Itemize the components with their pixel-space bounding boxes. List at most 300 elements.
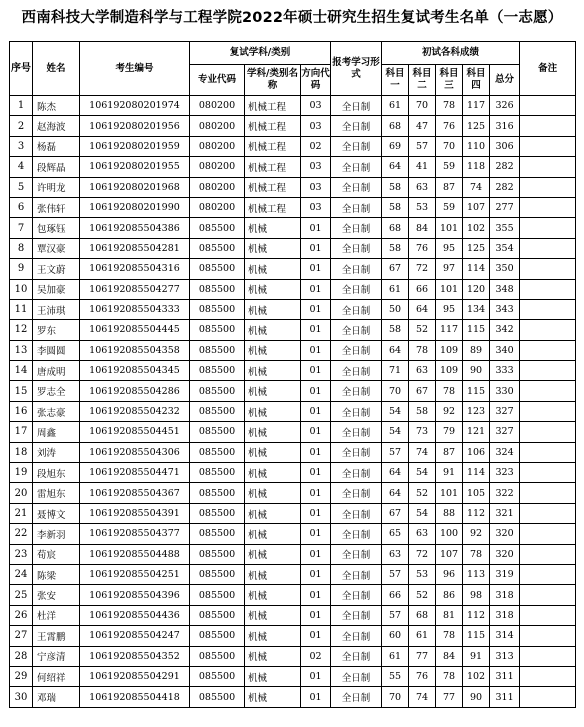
candidate-name: 刘涛	[33, 442, 80, 462]
score-3: 59	[436, 157, 463, 177]
major-code: 085500	[190, 503, 245, 523]
study-mode: 全日制	[331, 585, 382, 605]
major-code: 085500	[190, 442, 245, 462]
score-4: 91	[463, 646, 490, 666]
exam-id: 106192080201974	[80, 96, 190, 116]
score-2: 72	[409, 259, 436, 279]
table-row	[10, 564, 576, 584]
study-mode: 全日制	[331, 238, 382, 258]
table-row	[10, 218, 576, 238]
row-index: 21	[10, 503, 33, 523]
exam-id: 106192085504488	[80, 544, 190, 564]
score-3: 109	[436, 340, 463, 360]
candidate-name: 吴加豪	[33, 279, 80, 299]
score-2: 52	[409, 585, 436, 605]
row-index: 30	[10, 687, 33, 707]
direction-code: 01	[301, 340, 331, 360]
exam-id: 106192085504451	[80, 422, 190, 442]
exam-id: 106192085504377	[80, 524, 190, 544]
score-2: 53	[409, 564, 436, 584]
row-index: 17	[10, 422, 33, 442]
score-3: 117	[436, 320, 463, 340]
remark	[520, 279, 576, 299]
major-code: 085500	[190, 483, 245, 503]
exam-id: 106192080201959	[80, 136, 190, 156]
score-4: 110	[463, 136, 490, 156]
score-3: 107	[436, 544, 463, 564]
table-row	[10, 361, 576, 381]
row-index: 19	[10, 463, 33, 483]
score-1: 58	[382, 238, 409, 258]
table-row	[10, 463, 576, 483]
candidate-name: 杜洋	[33, 605, 80, 625]
total-score: 330	[490, 381, 520, 401]
score-2: 58	[409, 401, 436, 421]
header-direction-code: 方向代码	[301, 65, 331, 96]
exam-id: 106192080201956	[80, 116, 190, 136]
total-score: 324	[490, 442, 520, 462]
total-score: 343	[490, 299, 520, 319]
score-3: 70	[436, 136, 463, 156]
header-study-mode: 报考学习形式	[331, 42, 382, 96]
score-2: 63	[409, 177, 436, 197]
score-4: 112	[463, 503, 490, 523]
header-major-code: 专业代码	[190, 65, 245, 96]
subject-name: 机械	[245, 218, 301, 238]
direction-code: 01	[301, 361, 331, 381]
remark	[520, 503, 576, 523]
score-1: 69	[382, 136, 409, 156]
score-2: 66	[409, 279, 436, 299]
direction-code: 01	[301, 483, 331, 503]
table-row	[10, 442, 576, 462]
study-mode: 全日制	[331, 259, 382, 279]
major-code: 085500	[190, 361, 245, 381]
score-3: 78	[436, 666, 463, 686]
table-row	[10, 422, 576, 442]
direction-code: 03	[301, 197, 331, 217]
candidate-name: 罗志全	[33, 381, 80, 401]
remark	[520, 422, 576, 442]
score-4: 90	[463, 361, 490, 381]
score-1: 57	[382, 442, 409, 462]
study-mode: 全日制	[331, 524, 382, 544]
study-mode: 全日制	[331, 442, 382, 462]
major-code: 085500	[190, 381, 245, 401]
major-code: 085500	[190, 320, 245, 340]
row-index: 26	[10, 605, 33, 625]
score-3: 95	[436, 299, 463, 319]
candidate-name: 王霄鹏	[33, 626, 80, 646]
table-row	[10, 401, 576, 421]
major-code: 085500	[190, 279, 245, 299]
row-index: 23	[10, 544, 33, 564]
total-score: 326	[490, 96, 520, 116]
remark	[520, 320, 576, 340]
direction-code: 01	[301, 463, 331, 483]
remark	[520, 238, 576, 258]
exam-id: 106192080201968	[80, 177, 190, 197]
subject-name: 机械	[245, 361, 301, 381]
candidate-name: 赵海波	[33, 116, 80, 136]
total-score: 282	[490, 177, 520, 197]
score-1: 70	[382, 687, 409, 707]
total-score: 313	[490, 646, 520, 666]
header-index: 序号	[10, 42, 33, 96]
remark	[520, 197, 576, 217]
exam-id: 106192085504367	[80, 483, 190, 503]
header-subject-4: 科目四	[463, 65, 490, 96]
total-score: 311	[490, 687, 520, 707]
subject-name: 机械	[245, 279, 301, 299]
total-score: 323	[490, 463, 520, 483]
exam-id: 106192085504281	[80, 238, 190, 258]
score-4: 107	[463, 197, 490, 217]
row-index: 24	[10, 564, 33, 584]
table-row	[10, 116, 576, 136]
remark	[520, 177, 576, 197]
score-4: 125	[463, 238, 490, 258]
candidate-name: 周鑫	[33, 422, 80, 442]
score-4: 114	[463, 463, 490, 483]
table-row	[10, 524, 576, 544]
score-3: 101	[436, 483, 463, 503]
candidate-name: 何绍祥	[33, 666, 80, 686]
subject-name: 机械	[245, 585, 301, 605]
candidate-name: 陈杰	[33, 96, 80, 116]
score-4: 89	[463, 340, 490, 360]
direction-code: 03	[301, 177, 331, 197]
remark	[520, 361, 576, 381]
score-4: 74	[463, 177, 490, 197]
score-3: 77	[436, 687, 463, 707]
exam-id: 106192085504358	[80, 340, 190, 360]
candidate-name: 宁彦清	[33, 646, 80, 666]
row-index: 6	[10, 197, 33, 217]
candidate-name: 许明龙	[33, 177, 80, 197]
subject-name: 机械	[245, 401, 301, 421]
score-1: 50	[382, 299, 409, 319]
subject-name: 机械	[245, 666, 301, 686]
score-1: 70	[382, 381, 409, 401]
candidate-name: 邓瑞	[33, 687, 80, 707]
row-index: 3	[10, 136, 33, 156]
remark	[520, 483, 576, 503]
row-index: 1	[10, 96, 33, 116]
candidate-name: 李圆圆	[33, 340, 80, 360]
subject-name: 机械工程	[245, 116, 301, 136]
candidate-name: 张志豪	[33, 401, 80, 421]
direction-code: 01	[301, 503, 331, 523]
subject-name: 机械	[245, 463, 301, 483]
candidate-name: 荀宸	[33, 544, 80, 564]
study-mode: 全日制	[331, 646, 382, 666]
table-row	[10, 320, 576, 340]
header-subject-name: 学科/类别名称	[245, 65, 301, 96]
score-1: 66	[382, 585, 409, 605]
score-1: 65	[382, 524, 409, 544]
study-mode: 全日制	[331, 503, 382, 523]
subject-name: 机械工程	[245, 136, 301, 156]
subject-name: 机械	[245, 422, 301, 442]
score-3: 95	[436, 238, 463, 258]
total-score: 318	[490, 585, 520, 605]
table-row	[10, 238, 576, 258]
exam-id: 106192085504396	[80, 585, 190, 605]
header-subject-1: 科目一	[382, 65, 409, 96]
score-4: 118	[463, 157, 490, 177]
total-score: 340	[490, 340, 520, 360]
exam-id: 106192085504471	[80, 463, 190, 483]
score-1: 61	[382, 279, 409, 299]
score-3: 78	[436, 626, 463, 646]
direction-code: 03	[301, 96, 331, 116]
score-4: 90	[463, 687, 490, 707]
direction-code: 03	[301, 116, 331, 136]
table-row	[10, 605, 576, 625]
candidate-name: 杨磊	[33, 136, 80, 156]
candidate-name: 罗东	[33, 320, 80, 340]
score-4: 78	[463, 544, 490, 564]
exam-id: 106192085504306	[80, 442, 190, 462]
table-row	[10, 279, 576, 299]
score-4: 105	[463, 483, 490, 503]
score-3: 78	[436, 96, 463, 116]
candidate-name: 段旭东	[33, 463, 80, 483]
remark	[520, 626, 576, 646]
row-index: 12	[10, 320, 33, 340]
study-mode: 全日制	[331, 544, 382, 564]
exam-id: 106192085504247	[80, 626, 190, 646]
total-score: 342	[490, 320, 520, 340]
exam-id: 106192080201990	[80, 197, 190, 217]
study-mode: 全日制	[331, 299, 382, 319]
score-4: 112	[463, 605, 490, 625]
score-4: 115	[463, 381, 490, 401]
remark	[520, 524, 576, 544]
candidate-name: 唐成明	[33, 361, 80, 381]
direction-code: 01	[301, 687, 331, 707]
score-3: 109	[436, 361, 463, 381]
exam-id: 106192085504418	[80, 687, 190, 707]
header-remark: 备注	[520, 42, 576, 96]
candidate-table	[9, 41, 576, 708]
score-2: 70	[409, 96, 436, 116]
total-score: 327	[490, 401, 520, 421]
subject-name: 机械	[245, 340, 301, 360]
total-score: 318	[490, 605, 520, 625]
score-4: 113	[463, 564, 490, 584]
total-score: 311	[490, 666, 520, 686]
major-code: 080200	[190, 157, 245, 177]
remark	[520, 442, 576, 462]
table-row	[10, 177, 576, 197]
exam-id: 106192085504291	[80, 666, 190, 686]
major-code: 085500	[190, 544, 245, 564]
candidate-name: 覃汉豪	[33, 238, 80, 258]
exam-id: 106192085504316	[80, 259, 190, 279]
score-4: 115	[463, 626, 490, 646]
total-score: 314	[490, 626, 520, 646]
table-row	[10, 483, 576, 503]
score-2: 74	[409, 442, 436, 462]
direction-code: 01	[301, 279, 331, 299]
row-index: 7	[10, 218, 33, 238]
direction-code: 01	[301, 218, 331, 238]
study-mode: 全日制	[331, 177, 382, 197]
score-1: 54	[382, 422, 409, 442]
row-index: 8	[10, 238, 33, 258]
exam-id: 106192085504445	[80, 320, 190, 340]
total-score: 350	[490, 259, 520, 279]
exam-id: 106192085504436	[80, 605, 190, 625]
score-1: 57	[382, 564, 409, 584]
header-subject-3: 科目三	[436, 65, 463, 96]
direction-code: 01	[301, 259, 331, 279]
score-1: 61	[382, 96, 409, 116]
total-score: 316	[490, 116, 520, 136]
study-mode: 全日制	[331, 605, 382, 625]
remark	[520, 585, 576, 605]
subject-name: 机械工程	[245, 177, 301, 197]
total-score: 320	[490, 544, 520, 564]
subject-name: 机械	[245, 646, 301, 666]
score-4: 102	[463, 666, 490, 686]
row-index: 16	[10, 401, 33, 421]
total-score: 348	[490, 279, 520, 299]
subject-name: 机械	[245, 524, 301, 544]
score-1: 54	[382, 401, 409, 421]
total-score: 306	[490, 136, 520, 156]
score-1: 64	[382, 483, 409, 503]
subject-name: 机械	[245, 381, 301, 401]
direction-code: 03	[301, 157, 331, 177]
table-row	[10, 381, 576, 401]
score-2: 41	[409, 157, 436, 177]
direction-code: 01	[301, 544, 331, 564]
row-index: 11	[10, 299, 33, 319]
study-mode: 全日制	[331, 361, 382, 381]
remark	[520, 687, 576, 707]
header-total: 总分	[490, 65, 520, 96]
direction-code: 01	[301, 442, 331, 462]
study-mode: 全日制	[331, 218, 382, 238]
direction-code: 01	[301, 585, 331, 605]
score-3: 86	[436, 585, 463, 605]
study-mode: 全日制	[331, 157, 382, 177]
row-index: 25	[10, 585, 33, 605]
score-2: 72	[409, 544, 436, 564]
total-score: 354	[490, 238, 520, 258]
direction-code: 01	[301, 320, 331, 340]
score-1: 71	[382, 361, 409, 381]
score-4: 125	[463, 116, 490, 136]
subject-name: 机械	[245, 442, 301, 462]
direction-code: 01	[301, 564, 331, 584]
exam-id: 106192085504352	[80, 646, 190, 666]
subject-name: 机械	[245, 626, 301, 646]
table-row	[10, 197, 576, 217]
score-4: 120	[463, 279, 490, 299]
row-index: 2	[10, 116, 33, 136]
score-1: 68	[382, 218, 409, 238]
score-2: 61	[409, 626, 436, 646]
score-4: 121	[463, 422, 490, 442]
direction-code: 02	[301, 646, 331, 666]
direction-code: 01	[301, 401, 331, 421]
candidate-name: 包琢钰	[33, 218, 80, 238]
score-1: 58	[382, 177, 409, 197]
direction-code: 01	[301, 381, 331, 401]
total-score: 282	[490, 157, 520, 177]
row-index: 4	[10, 157, 33, 177]
exam-id: 106192085504251	[80, 564, 190, 584]
remark	[520, 218, 576, 238]
subject-name: 机械	[245, 544, 301, 564]
direction-code: 01	[301, 299, 331, 319]
subject-name: 机械工程	[245, 96, 301, 116]
score-3: 87	[436, 442, 463, 462]
score-4: 134	[463, 299, 490, 319]
remark	[520, 299, 576, 319]
subject-name: 机械	[245, 320, 301, 340]
score-3: 97	[436, 259, 463, 279]
score-4: 117	[463, 96, 490, 116]
score-4: 98	[463, 585, 490, 605]
major-code: 085500	[190, 218, 245, 238]
table-row	[10, 585, 576, 605]
major-code: 085500	[190, 605, 245, 625]
score-2: 52	[409, 483, 436, 503]
row-index: 20	[10, 483, 33, 503]
header-exam-id: 考生编号	[80, 42, 190, 96]
direction-code: 01	[301, 238, 331, 258]
total-score: 321	[490, 503, 520, 523]
major-code: 085500	[190, 463, 245, 483]
study-mode: 全日制	[331, 340, 382, 360]
exam-id: 106192085504386	[80, 218, 190, 238]
score-1: 60	[382, 626, 409, 646]
row-index: 9	[10, 259, 33, 279]
score-2: 76	[409, 238, 436, 258]
score-2: 47	[409, 116, 436, 136]
remark	[520, 157, 576, 177]
table-row	[10, 626, 576, 646]
table-row	[10, 259, 576, 279]
major-code: 080200	[190, 197, 245, 217]
score-2: 78	[409, 340, 436, 360]
major-code: 085500	[190, 299, 245, 319]
table-body	[10, 96, 576, 708]
direction-code: 01	[301, 626, 331, 646]
row-index: 22	[10, 524, 33, 544]
row-index: 14	[10, 361, 33, 381]
score-2: 54	[409, 463, 436, 483]
direction-code: 01	[301, 666, 331, 686]
subject-name: 机械	[245, 259, 301, 279]
candidate-name: 王沛琪	[33, 299, 80, 319]
major-code: 080200	[190, 136, 245, 156]
exam-id: 106192085504333	[80, 299, 190, 319]
header-scores-group: 初试各科成绩	[382, 42, 520, 65]
remark	[520, 96, 576, 116]
candidate-name: 陈梁	[33, 564, 80, 584]
remark	[520, 259, 576, 279]
exam-id: 106192085504345	[80, 361, 190, 381]
total-score: 355	[490, 218, 520, 238]
score-4: 114	[463, 259, 490, 279]
subject-name: 机械	[245, 687, 301, 707]
